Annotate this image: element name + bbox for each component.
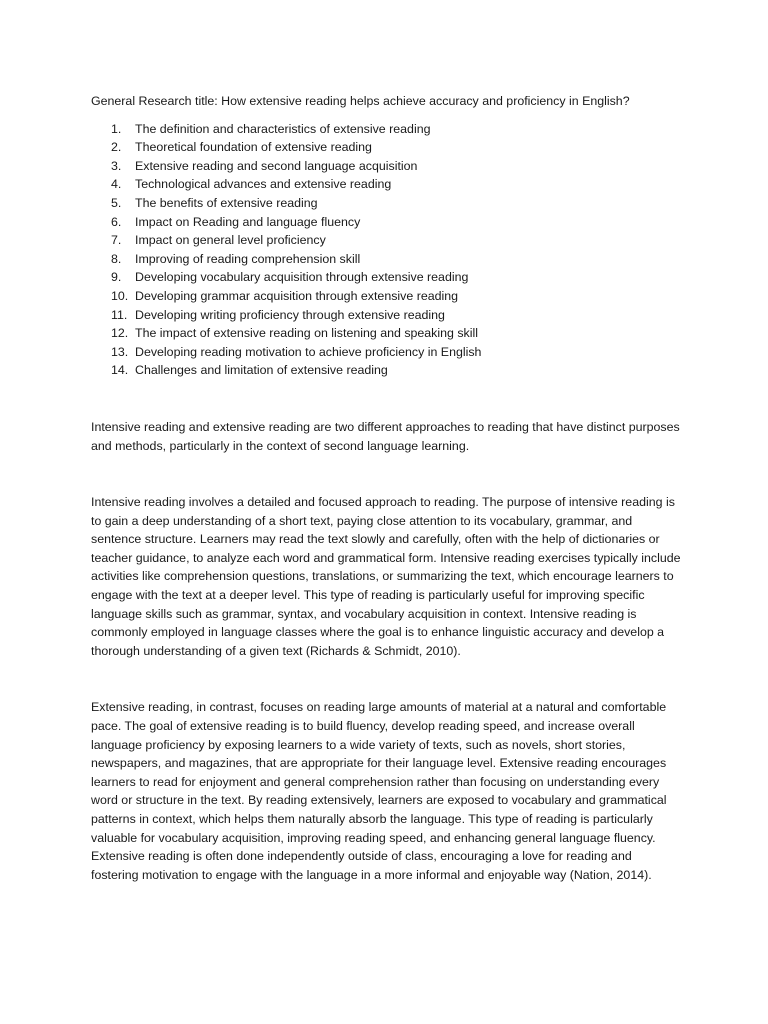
list-item-text: Impact on general level proficiency bbox=[135, 233, 326, 248]
list-item-text: Technological advances and extensive reading bbox=[135, 177, 392, 192]
list-item-text: The benefits of extensive reading bbox=[135, 195, 318, 210]
list-number: 3. bbox=[111, 158, 122, 173]
list-number: 11. bbox=[111, 307, 128, 322]
list-item bbox=[91, 361, 681, 380]
list-item bbox=[91, 138, 681, 157]
intensive-reading-paragraph: Intensive reading involves a detailed and focused approach to reading. The purpose of intensive reading is to gain a deep understanding of a short text, paying close attention to its vocabulary, grammar, and sentence structure. Learners may read the text slowly and carefully, often with the help of dictionaries or teacher guidance, to analyze each word and grammatical form. Intensive reading exercises typically include activities like comprehension questions, translations, or summarizing the text, which encourage learners to engage with the text at a deeper level. This type of reading is particularly useful for improving specific language skills such as grammar, syntax, and vocabulary acquisition in context. Intensive reading is commonly employed in language classes where the goal is to enhance linguistic accuracy and develop a thorough understanding of a given text (Richards & Schmidt, 2010). bbox=[91, 495, 681, 658]
intro-paragraph: Intensive reading and extensive reading are two different approaches to reading that have distinct purposes and methods, particularly in the context of second language learning. bbox=[91, 419, 680, 453]
list-item bbox=[91, 306, 681, 325]
list-item-text: Impact on Reading and language fluency bbox=[135, 214, 361, 229]
list-item bbox=[91, 157, 681, 176]
list-item-text: Developing grammar acquisition through extensive reading bbox=[135, 288, 459, 303]
list-item-text: Extensive reading and second language acquisition bbox=[135, 158, 418, 173]
list-number: 2. bbox=[111, 140, 122, 155]
list-item bbox=[91, 268, 681, 287]
list-item-text: Challenges and limitation of extensive reading bbox=[135, 363, 388, 378]
list-number: 10. bbox=[111, 288, 129, 303]
list-item-text: Developing writing proficiency through extensive reading bbox=[135, 307, 445, 322]
list-item bbox=[91, 324, 681, 343]
list-number: 9. bbox=[111, 270, 122, 285]
list-item bbox=[91, 120, 681, 139]
list-number: 1. bbox=[111, 121, 122, 136]
list-number: 12. bbox=[111, 326, 129, 341]
list-number: 6. bbox=[111, 214, 122, 229]
list-item bbox=[91, 213, 681, 232]
list-item-text: Improving of reading comprehension skill bbox=[135, 251, 361, 266]
document-body bbox=[91, 92, 681, 884]
list-number: 8. bbox=[111, 251, 122, 266]
list-item bbox=[91, 175, 681, 194]
list-item bbox=[91, 231, 681, 250]
list-number: 7. bbox=[111, 233, 122, 248]
list-item-text: The definition and characteristics of extensive reading bbox=[135, 121, 431, 136]
list-item-text: Theoretical foundation of extensive reading bbox=[135, 140, 372, 155]
extensive-reading-paragraph: Extensive reading, in contrast, focuses on reading large amounts of material at a natural and comfortable pace. The goal of extensive reading is to build fluency, develop reading speed, and increase overall language proficiency by exposing learners to a wide variety of texts, such as novels, short stories, newspapers, and magazines, that are appropriate for their language level. Extensive reading encourages learners to read for enjoyment and general comprehension rather than focusing on understanding every word or structure in the text. By reading extensively, learners are exposed to vocabulary and grammatical patterns in context, which helps them naturally absorb the language. This type of reading is particularly valuable for vocabulary acquisition, improving reading speed, and enhancing general language fluency. Extensive reading is often done independently outside of class, encouraging a love for reading and fostering motivation to engage with the language in a more informal and enjoyable way (Nation, 2014). bbox=[91, 700, 667, 882]
list-item bbox=[91, 250, 681, 269]
list-item bbox=[91, 343, 681, 362]
list-item-text: The impact of extensive reading on listening and speaking skill bbox=[135, 326, 479, 341]
list-item-text: Developing vocabulary acquisition through extensive reading bbox=[135, 270, 469, 285]
list-number: 14. bbox=[111, 363, 129, 378]
list-number: 13. bbox=[111, 344, 129, 359]
list-item-text: Developing reading motivation to achieve proficiency in English bbox=[135, 344, 482, 359]
list-item bbox=[91, 194, 681, 213]
topics-list bbox=[91, 120, 681, 380]
list-number: 5. bbox=[111, 195, 122, 210]
list-number: 4. bbox=[111, 177, 122, 192]
list-item bbox=[91, 287, 681, 306]
research-title: General Research title: How extensive reading helps achieve accuracy and proficiency in English? bbox=[91, 94, 630, 108]
